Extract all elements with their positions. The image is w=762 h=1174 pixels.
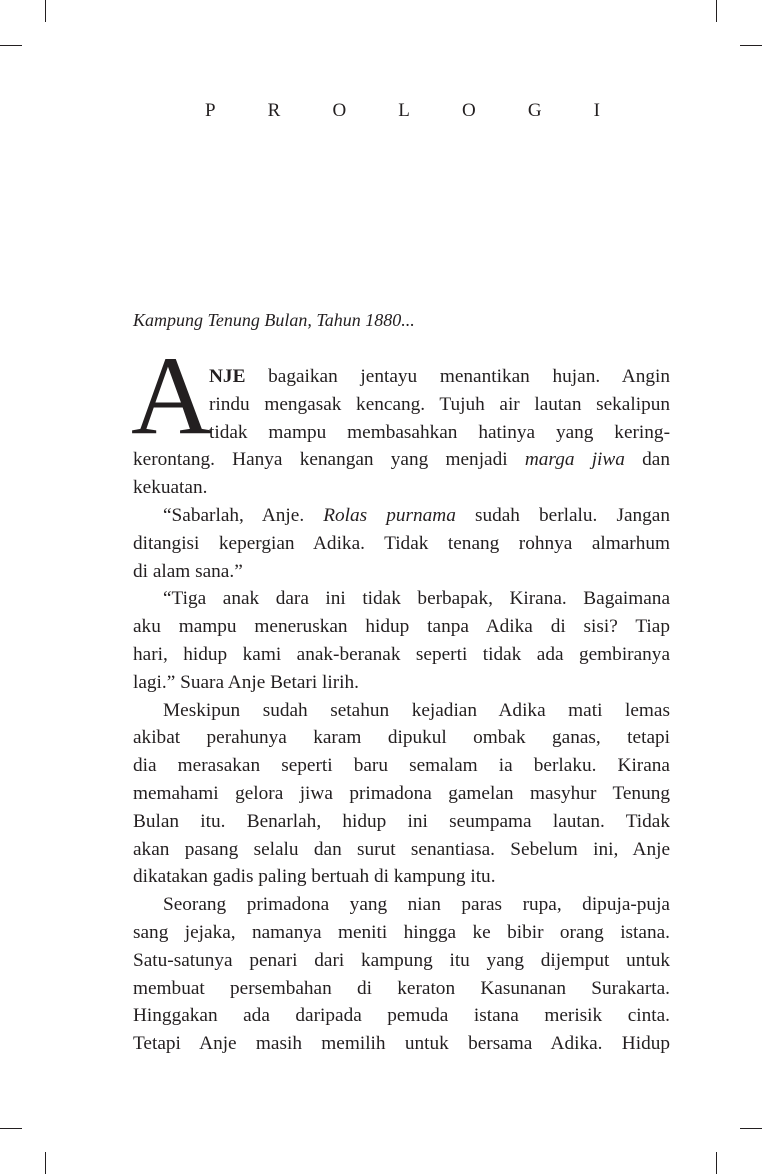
text-segment: akan pasang selalu dan surut senantiasa. Sebelum ini, Anje [133,838,670,860]
text-line [209,391,670,419]
text-line [133,752,670,780]
text-line [133,613,670,641]
text-segment: dia merasakan seperti baru semalam ia berlaku. Kirana [133,755,670,777]
text-line [133,1002,670,1030]
title-letter: O [332,100,347,121]
text-line [133,669,670,697]
crop-mark [0,1128,22,1129]
title-letter: G [527,100,542,121]
text-line [133,975,670,1003]
text-segment: tidak mampu membasahkan hatinya yang kering- [209,421,670,443]
text-segment: dikatakan gadis paling bertuah di kampung itu. [133,866,496,888]
crop-mark [740,1128,762,1129]
crop-mark [0,45,22,46]
text-segment: Tetapi Anje masih memilih untuk bersama Adika. Hidup [133,1033,670,1055]
text-segment: akibat perahunya karam dipukul ombak ganas, tetapi [133,727,670,749]
text-segment: membuat persembahan di keraton Kasunanan Surakarta. [133,977,670,999]
text-segment: aku mampu meneruskan hidup tanpa Adika di sisi? Tiap [133,616,670,638]
crop-mark [45,1152,46,1174]
text-segment: sang jejaka, namanya meniti hingga ke bibir orang istana. [133,922,670,943]
italic-text: Rolas purnama [323,505,456,526]
text-segment: Seorang primadona yang nian paras rupa, dipuja-puja [163,894,670,916]
text-line [133,891,670,919]
text-segment: sudah berlalu. Jangan [455,505,670,526]
text-segment: Meskipun sudah setahun kejadian Adika mati lemas [163,699,670,721]
bold-text: NJE [209,366,246,387]
text-segment: “Tiga anak dara ini tidak berbapak, Kirana. Bagaimana [163,588,670,610]
drop-cap: A [131,334,212,458]
text-segment: Bulan itu. Benarlah, hidup ini seumpama lautan. Tidak [133,810,670,832]
text-line [133,1030,670,1058]
text-segment: hari, hidup kami anak-beranak seperti tidak ada gembiranya [133,644,670,665]
title-letter: I [593,100,600,121]
text-line [133,446,670,474]
text-line [133,863,670,891]
text-line [133,558,670,586]
crop-mark [740,45,762,46]
text-line [133,780,670,808]
text-segment: dan [624,449,670,471]
text-segment: ditangisi kepergian Adika. Tidak tenang rohnya almarhum [133,532,670,554]
title-letter: L [398,100,410,121]
text-segment: memahami gelora jiwa primadona gamelan masyhur Tenung [133,783,670,804]
chapter-subtitle: Kampung Tenung Bulan, Tahun 1880... [133,310,415,330]
text-line [133,836,670,864]
text-line [133,724,670,752]
title-letter: O [461,100,476,121]
text-segment: rindu mengasak kencang. Tujuh air lautan sekalipun [209,393,670,415]
text-segment: Satu-satunya penari dari kampung itu yang dijemput untuk [133,949,670,971]
text-line [209,363,670,391]
text-line [133,502,670,530]
text-segment: di alam sana.” [133,560,243,582]
text-segment: “Sabarlah, Anje. [163,505,324,526]
chapter-title [205,100,600,122]
text-segment: Hinggakan ada daripada pemuda istana merisik cinta. [133,1005,670,1027]
text-segment: kerontang. Hanya kenangan yang menjadi [133,449,525,471]
text-line [209,419,670,447]
text-line [133,947,670,975]
title-letter: R [267,100,281,121]
text-line [133,808,670,836]
text-segment: lagi.” Suara Anje Betari lirih. [133,671,359,693]
crop-mark [45,0,46,22]
text-line [133,697,670,725]
text-segment: kekuatan. [133,477,208,499]
text-line [133,585,670,613]
crop-mark [716,1152,717,1174]
text-line [133,919,670,947]
text-line [133,474,670,502]
title-letter: P [205,100,216,121]
italic-text: marga jiwa [524,449,625,471]
text-line [133,641,670,669]
crop-mark [716,0,717,22]
text-segment: bagaikan jentayu menantikan hujan. Angin [245,366,670,387]
text-line [133,530,670,558]
